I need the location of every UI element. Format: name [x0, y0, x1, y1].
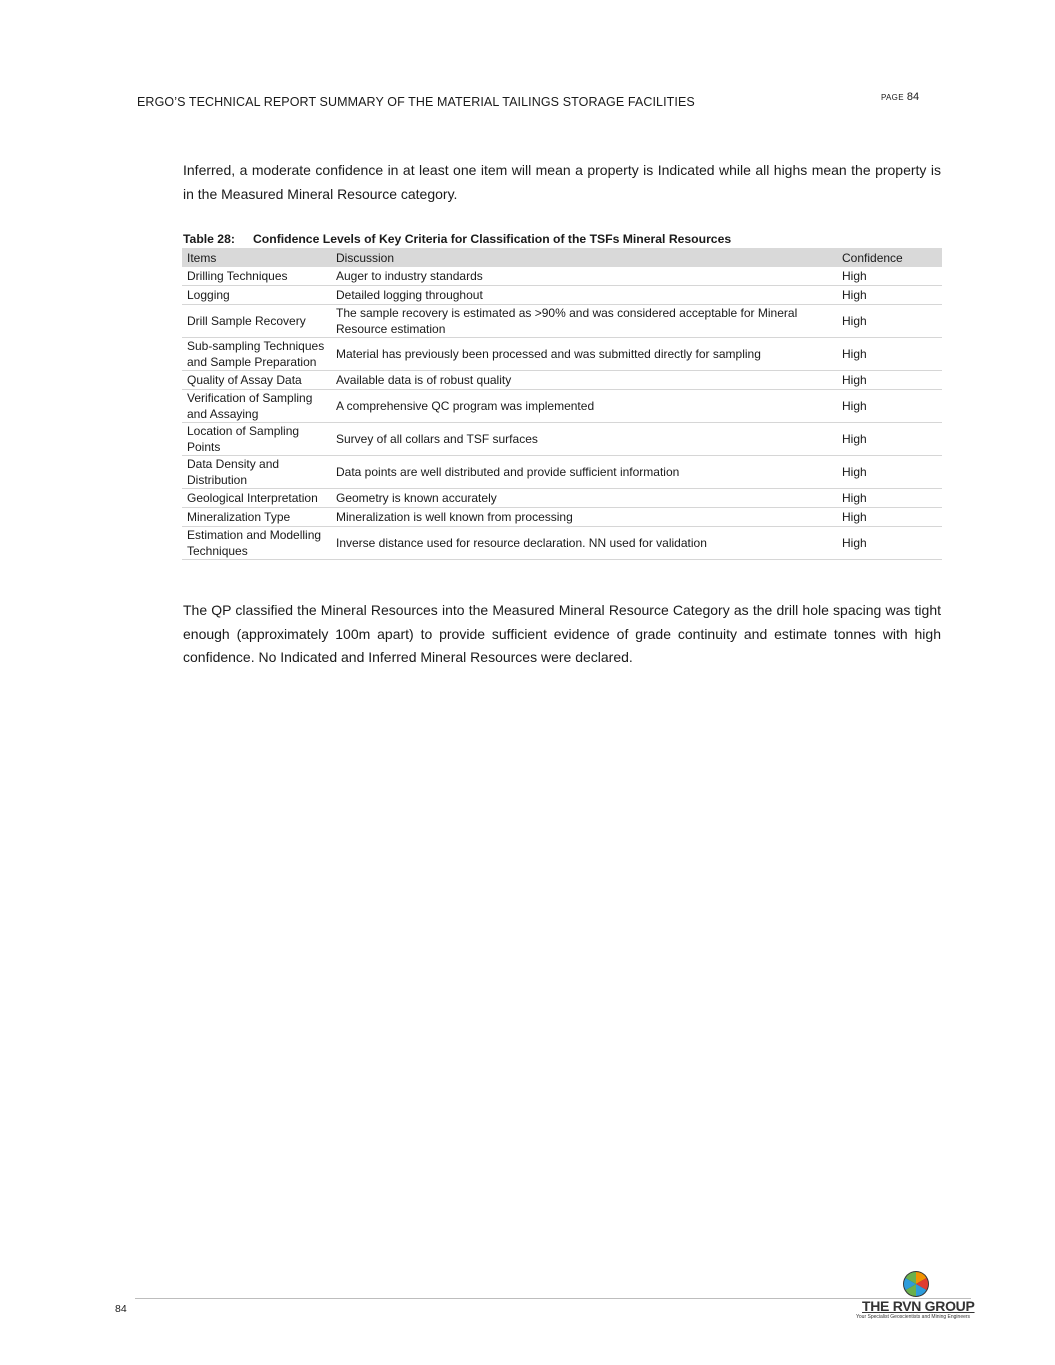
rvn-group-logo	[856, 1270, 976, 1322]
table-caption-title: Confidence Levels of Key Criteria for Classification of the TSFs Mineral Resources	[253, 232, 732, 246]
row-confidence: High	[837, 305, 942, 338]
row-discussion: The sample recovery is estimated as >90% and was considered acceptable for Mineral Resource estimation	[331, 305, 837, 338]
rvn-pie-logo-icon	[902, 1270, 930, 1298]
row-discussion: Geometry is known accurately	[331, 489, 837, 508]
row-item: Location of Sampling Points	[182, 423, 331, 456]
row-item: Mineralization Type	[182, 508, 331, 527]
row-discussion: Detailed logging throughout	[331, 286, 837, 305]
table-header-row	[182, 248, 942, 267]
table-row	[182, 286, 942, 305]
table-row	[182, 267, 942, 286]
row-discussion: Data points are well distributed and provide sufficient information	[331, 456, 837, 489]
table-row	[182, 508, 942, 527]
table-row	[182, 456, 942, 489]
header-items: Items	[182, 248, 331, 267]
row-item: Drill Sample Recovery	[182, 305, 331, 338]
row-item: Drilling Techniques	[182, 267, 331, 286]
row-confidence: High	[837, 267, 942, 286]
row-confidence: High	[837, 338, 942, 371]
row-discussion: Mineralization is well known from processing	[331, 508, 837, 527]
header-page-number	[881, 91, 919, 103]
row-confidence: High	[837, 423, 942, 456]
row-confidence: High	[837, 489, 942, 508]
table-row	[182, 390, 942, 423]
confidence-levels-table	[182, 248, 942, 560]
row-item: Data Density and Distribution	[182, 456, 331, 489]
row-confidence: High	[837, 390, 942, 423]
row-discussion: Inverse distance used for resource declaration. NN used for validation	[331, 527, 837, 560]
table-row	[182, 338, 942, 371]
row-item: Quality of Assay Data	[182, 371, 331, 390]
row-discussion: Auger to industry standards	[331, 267, 837, 286]
row-item: Geological Interpretation	[182, 489, 331, 508]
row-discussion: Available data is of robust quality	[331, 371, 837, 390]
table-caption	[183, 232, 731, 246]
row-confidence: High	[837, 371, 942, 390]
logo-wordmark: THE RVN GROUP	[862, 1298, 975, 1314]
row-confidence: High	[837, 286, 942, 305]
row-confidence: High	[837, 456, 942, 489]
header-discussion: Discussion	[331, 248, 837, 267]
row-confidence: High	[837, 527, 942, 560]
row-confidence: High	[837, 508, 942, 527]
footer-divider	[135, 1298, 971, 1299]
row-item: Logging	[182, 286, 331, 305]
intro-paragraph: Inferred, a moderate confidence in at least one item will mean a property is Indicated while all highs mean the property is in the Measured Mineral Resource category.	[183, 162, 941, 202]
row-discussion: Survey of all collars and TSF surfaces	[331, 423, 837, 456]
row-discussion: A comprehensive QC program was implemented	[331, 390, 837, 423]
table-row	[182, 489, 942, 508]
table-row	[182, 371, 942, 390]
row-item: Verification of Sampling and Assaying	[182, 390, 331, 423]
logo-tagline: Your Specialist Geoscientists and Mining Engineers	[856, 1314, 971, 1320]
header-page-label: PAGE	[881, 93, 904, 102]
row-item: Estimation and Modelling Techniques	[182, 527, 331, 560]
row-item: Sub-sampling Techniques and Sample Preparation	[182, 338, 331, 371]
conclusion-paragraph: The QP classified the Mineral Resources into the Measured Mineral Resource Category as the drill hole spacing was tight enough (approximately 100m apart) to provide sufficient evidence of grade continuity and estimate tonnes with high confidence. No Indicated and Inferred Mineral Resources were declared.	[183, 602, 941, 665]
header-page-value: 84	[906, 91, 920, 103]
table-row	[182, 527, 942, 560]
table-caption-number: Table 28:	[183, 232, 235, 246]
report-header-title: ERGO’S TECHNICAL REPORT SUMMARY OF THE MATERIAL TAILINGS STORAGE FACILITIES	[137, 95, 695, 109]
table-row	[182, 423, 942, 456]
header-confidence: Confidence	[837, 248, 942, 267]
footer-page-number: 84	[115, 1303, 127, 1315]
table-row	[182, 305, 942, 338]
row-discussion: Material has previously been processed and was submitted directly for sampling	[331, 338, 837, 371]
